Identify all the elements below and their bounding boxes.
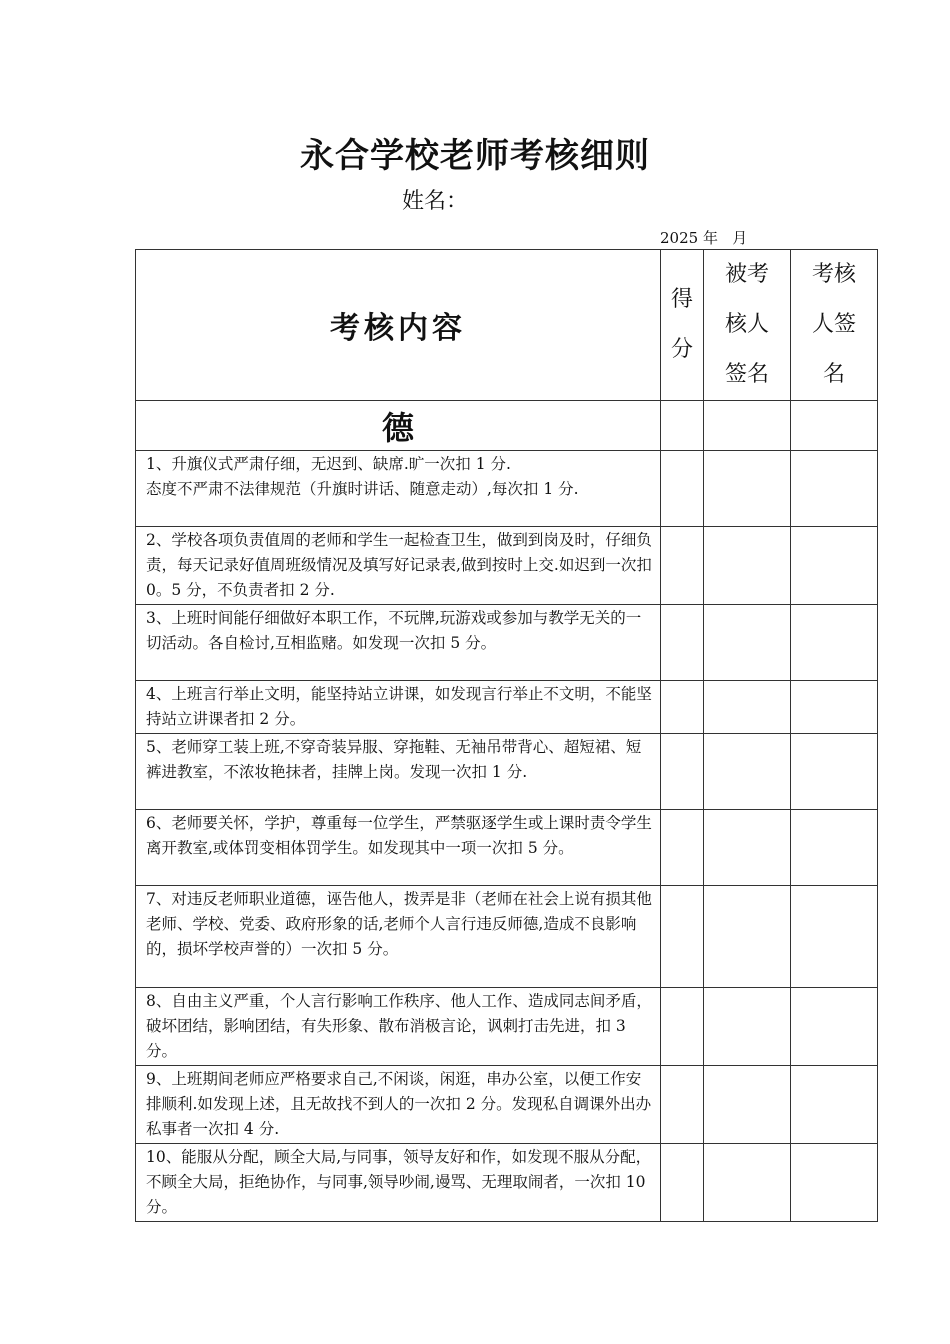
item-text (136, 527, 661, 605)
score-cell[interactable] (661, 527, 704, 605)
document-title: 永合学校老师考核细则 (300, 136, 650, 176)
score-cell[interactable] (661, 451, 704, 527)
assessed-signature-cell[interactable] (704, 681, 791, 734)
assessor-signature-cell[interactable] (791, 451, 878, 527)
table-row (136, 988, 878, 1066)
item-5: 5、老师穿工装上班,不穿奇装异服、穿拖鞋、无袖吊带背心、超短裙、短裤进教室，不浓妆艳抹者，挂牌上岗。发现一次扣 1 分. (146, 738, 642, 781)
score-cell[interactable] (661, 681, 704, 734)
item-text (136, 988, 661, 1066)
assessed-signature-cell[interactable] (704, 401, 791, 451)
item-6: 6、老师要关怀，学护，尊重每一位学生，严禁驱逐学生或上课时责令学生离开教室,或体罚变相体罚学生。如发现其中一项一次扣 5 分。 (146, 814, 652, 857)
assessor-signature-cell[interactable] (791, 527, 878, 605)
item-text (136, 681, 661, 734)
table-row (136, 451, 878, 527)
assessor-signature-cell[interactable] (791, 605, 878, 681)
score-cell[interactable] (661, 886, 704, 988)
assessed-signature-cell[interactable] (704, 527, 791, 605)
table-row (136, 681, 878, 734)
assessed-signature-cell[interactable] (704, 886, 791, 988)
item-10: 10、能服从分配，顾全大局,与同事，领导友好和作，如发现不服从分配，不顾全大局，拒绝协作，与同事,领导吵闹,谩骂、无理取闹者，一次扣 10 分。 (146, 1148, 652, 1216)
item-text (136, 734, 661, 810)
item-text (136, 1066, 661, 1144)
assessor-signature-cell[interactable] (791, 810, 878, 886)
header-assessed-signature: 被考 核人 签名 (704, 250, 791, 401)
date-line: 2025 年 月 (660, 229, 748, 247)
section-title: 德 (136, 401, 661, 451)
name-label: 姓名： (402, 189, 469, 214)
item-4: 4、上班言行举止文明，能坚持站立讲课，如发现言行举止不文明，不能坚持站立讲课者扣 2 分。 (146, 685, 652, 728)
table-row (136, 886, 878, 988)
item-8: 8、自由主义严重，个人言行影响工作秩序、他人工作、造成同志间矛盾，破坏团结，影响团结，有失形象、散布消极言论，讽刺打击先进，扣 3 分。 (146, 992, 652, 1060)
assessed-signature-cell[interactable] (704, 1144, 791, 1222)
assessor-signature-cell[interactable] (791, 1144, 878, 1222)
header-content: 考核内容 (136, 250, 661, 401)
item-text (136, 810, 661, 886)
item-text (136, 886, 661, 988)
table-row (136, 605, 878, 681)
item-text (136, 451, 661, 527)
score-cell[interactable] (661, 734, 704, 810)
item-1: 1、升旗仪式严肃仔细，无迟到、缺席.旷一次扣 1 分. 态度不严肃不法律规范（升旗时讲话、随意走动）,每次扣 1 分. (146, 455, 579, 498)
item-text (136, 605, 661, 681)
assessor-signature-cell[interactable] (791, 734, 878, 810)
item-3: 3、上班时间能仔细做好本职工作，不玩牌,玩游戏或参加与教学无关的一切活动。各自检讨,互相监赌。如发现一次扣 5 分。 (146, 609, 642, 652)
assessor-signature-cell[interactable] (791, 681, 878, 734)
table-row (136, 527, 878, 605)
table-header-row (136, 250, 878, 401)
score-cell[interactable] (661, 401, 704, 451)
assessment-table (135, 249, 878, 1222)
item-2: 2、学校各项负责值周的老师和学生一起检查卫生，做到到岗及时，仔细负责，每天记录好值周班级情况及填写好记录表,做到按时上交.如迟到一次扣 0。5 分，不负责者扣 2 分. (146, 531, 657, 599)
assessed-signature-cell[interactable] (704, 1066, 791, 1144)
score-cell[interactable] (661, 1144, 704, 1222)
assessor-signature-cell[interactable] (791, 886, 878, 988)
assessed-signature-cell[interactable] (704, 810, 791, 886)
item-9: 9、上班期间老师应严格要求自己,不闲谈，闲逛，串办公室，以便工作安排顺利.如发现上述，且无故找不到人的一次扣 2 分。发现私自调课外出办私事者一次扣 4 分. (146, 1070, 652, 1138)
assessor-signature-cell[interactable] (791, 988, 878, 1066)
section-row (136, 401, 878, 451)
table-row (136, 1144, 878, 1222)
assessed-signature-cell[interactable] (704, 605, 791, 681)
item-text (136, 1144, 661, 1222)
table-row (136, 1066, 878, 1144)
assessor-signature-cell[interactable] (791, 1066, 878, 1144)
score-cell[interactable] (661, 810, 704, 886)
score-cell[interactable] (661, 605, 704, 681)
assessed-signature-cell[interactable] (704, 734, 791, 810)
assessor-signature-cell[interactable] (791, 401, 878, 451)
header-score: 得 分 (661, 250, 704, 401)
item-7: 7、对违反老师职业道德，诬告他人，拨弄是非（老师在社会上说有损其他老师、学校、党委、政府形象的话,老师个人言行违反师德,造成不良影响的，损坏学校声誉的）一次扣 5 分。 (146, 890, 652, 958)
score-cell[interactable] (661, 988, 704, 1066)
table-row (136, 734, 878, 810)
header-assessor-signature: 考核 人签 名 (791, 250, 878, 401)
score-cell[interactable] (661, 1066, 704, 1144)
table-row (136, 810, 878, 886)
assessed-signature-cell[interactable] (704, 988, 791, 1066)
assessed-signature-cell[interactable] (704, 451, 791, 527)
